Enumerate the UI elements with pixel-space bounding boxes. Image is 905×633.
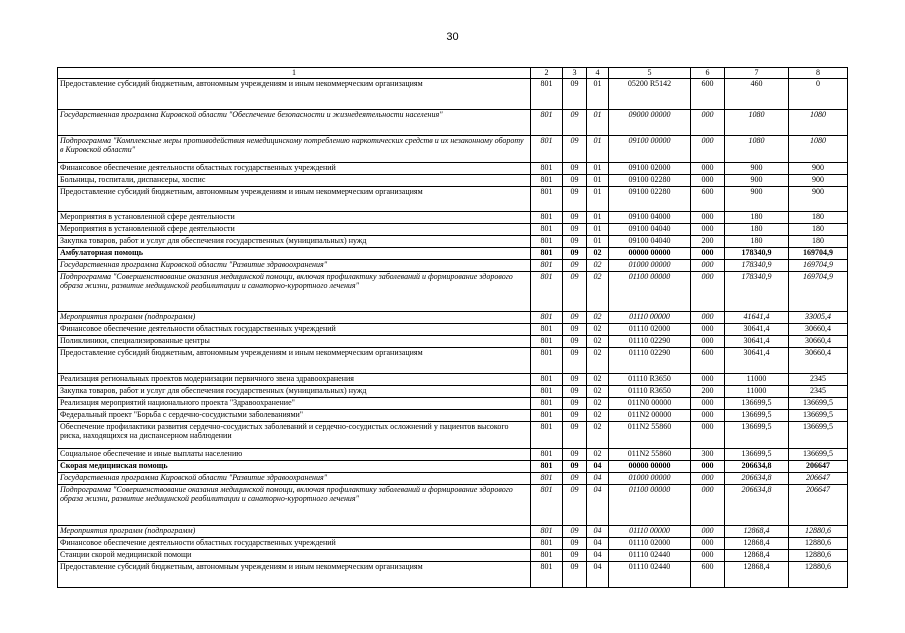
section-code-cell: 09	[563, 448, 587, 460]
subsection-code-cell: 02	[587, 335, 609, 347]
ministry-code-cell: 801	[531, 561, 563, 587]
expense-type-cell: 600	[691, 561, 725, 587]
expense-type-cell: 000	[691, 537, 725, 549]
table-row	[58, 549, 848, 561]
expense-type-cell: 000	[691, 323, 725, 335]
amount-year1-cell: 178340,9	[725, 271, 789, 311]
subsection-code-cell: 02	[587, 421, 609, 448]
ministry-code-cell: 801	[531, 323, 563, 335]
expense-type-cell: 200	[691, 385, 725, 397]
ministry-code-cell: 801	[531, 311, 563, 323]
row-name-cell: Федеральный проект "Борьба с сердечно-сосудистыми заболеваниями"	[58, 409, 531, 421]
target-item-cell: 01110 00000	[609, 311, 691, 323]
expense-type-cell: 000	[691, 311, 725, 323]
budget-table	[57, 67, 848, 588]
subsection-code-cell: 04	[587, 472, 609, 484]
ministry-code-cell: 801	[531, 223, 563, 235]
row-name-cell: Закупка товаров, работ и услуг для обеспечения государственных (муниципальных) нужд	[58, 385, 531, 397]
amount-year1-cell: 180	[725, 223, 789, 235]
amount-year2-cell: 12880,6	[789, 525, 848, 537]
table-row	[58, 235, 848, 247]
section-code-cell: 09	[563, 78, 587, 109]
subsection-code-cell: 01	[587, 235, 609, 247]
target-item-cell: 00000 00000	[609, 460, 691, 472]
amount-year2-cell: 30660,4	[789, 347, 848, 373]
subsection-code-cell: 02	[587, 409, 609, 421]
amount-year2-cell: 0	[789, 78, 848, 109]
section-code-cell: 09	[563, 186, 587, 211]
section-code-cell: 09	[563, 525, 587, 537]
amount-year2-cell: 180	[789, 223, 848, 235]
row-name-cell: Финансовое обеспечение деятельности областных государственных учреждений	[58, 162, 531, 174]
expense-type-cell: 000	[691, 484, 725, 525]
amount-year2-cell: 12880,6	[789, 561, 848, 587]
amount-year2-cell: 12880,6	[789, 549, 848, 561]
row-name-cell: Государственная программа Кировской области "Обеспечение безопасности и жизнедеятельности населения"	[58, 109, 531, 135]
amount-year1-cell: 900	[725, 162, 789, 174]
section-code-cell: 09	[563, 460, 587, 472]
amount-year2-cell: 12880,6	[789, 537, 848, 549]
table-row	[58, 135, 848, 162]
target-item-cell: 011N2 00000	[609, 409, 691, 421]
table-row	[58, 397, 848, 409]
table-row	[58, 335, 848, 347]
table-row	[58, 247, 848, 259]
section-code-cell: 09	[563, 162, 587, 174]
amount-year2-cell: 900	[789, 174, 848, 186]
section-code-cell: 09	[563, 472, 587, 484]
table-row	[58, 525, 848, 537]
section-code-cell: 09	[563, 323, 587, 335]
section-code-cell: 09	[563, 397, 587, 409]
expense-type-cell: 000	[691, 223, 725, 235]
amount-year2-cell: 33005,4	[789, 311, 848, 323]
section-code-cell: 09	[563, 373, 587, 385]
amount-year2-cell: 206647	[789, 484, 848, 525]
section-code-cell: 09	[563, 311, 587, 323]
ministry-code-cell: 801	[531, 78, 563, 109]
target-item-cell: 01110 02000	[609, 323, 691, 335]
section-code-cell: 09	[563, 211, 587, 223]
target-item-cell: 01110 02440	[609, 561, 691, 587]
target-item-cell: 011N2 55860	[609, 448, 691, 460]
row-name-cell: Скорая медицинская помощь	[58, 460, 531, 472]
expense-type-cell: 000	[691, 247, 725, 259]
amount-year1-cell: 1080	[725, 135, 789, 162]
amount-year1-cell: 206634,8	[725, 460, 789, 472]
subsection-code-cell: 02	[587, 271, 609, 311]
header-cell: 3	[563, 68, 587, 79]
amount-year1-cell: 180	[725, 235, 789, 247]
row-name-cell: Амбулаторная помощь	[58, 247, 531, 259]
expense-type-cell: 000	[691, 335, 725, 347]
ministry-code-cell: 801	[531, 397, 563, 409]
row-name-cell: Государственная программа Кировской области "Развитие здравоохранения"	[58, 472, 531, 484]
table-header-row	[58, 68, 848, 79]
table-row	[58, 385, 848, 397]
row-name-cell: Мероприятия программ (подпрограмм)	[58, 525, 531, 537]
target-item-cell: 01110 02440	[609, 549, 691, 561]
target-item-cell: 09100 02280	[609, 186, 691, 211]
amount-year1-cell: 12868,4	[725, 537, 789, 549]
row-name-cell: Предоставление субсидий бюджетным, автономным учреждениям и иным некоммерческим организациям	[58, 186, 531, 211]
amount-year1-cell: 180	[725, 211, 789, 223]
row-name-cell: Предоставление субсидий бюджетным, автономным учреждениям и иным некоммерческим организациям	[58, 561, 531, 587]
ministry-code-cell: 801	[531, 537, 563, 549]
amount-year1-cell: 900	[725, 174, 789, 186]
table-row	[58, 323, 848, 335]
subsection-code-cell: 01	[587, 174, 609, 186]
row-name-cell: Финансовое обеспечение деятельности областных государственных учреждений	[58, 537, 531, 549]
subsection-code-cell: 02	[587, 347, 609, 373]
expense-type-cell: 000	[691, 525, 725, 537]
table-row	[58, 373, 848, 385]
expense-type-cell: 000	[691, 271, 725, 311]
table-row	[58, 109, 848, 135]
subsection-code-cell: 04	[587, 460, 609, 472]
target-item-cell: 01110 02290	[609, 335, 691, 347]
header-cell: 5	[609, 68, 691, 79]
section-code-cell: 09	[563, 235, 587, 247]
expense-type-cell: 600	[691, 186, 725, 211]
header-cell: 4	[587, 68, 609, 79]
section-code-cell: 09	[563, 259, 587, 271]
expense-type-cell: 600	[691, 78, 725, 109]
subsection-code-cell: 01	[587, 135, 609, 162]
subsection-code-cell: 02	[587, 373, 609, 385]
subsection-code-cell: 02	[587, 311, 609, 323]
expense-type-cell: 000	[691, 397, 725, 409]
amount-year1-cell: 178340,9	[725, 259, 789, 271]
amount-year1-cell: 136699,5	[725, 409, 789, 421]
target-item-cell: 01100 00000	[609, 271, 691, 311]
table-row	[58, 211, 848, 223]
row-name-cell: Предоставление субсидий бюджетным, автономным учреждениям и иным некоммерческим организациям	[58, 78, 531, 109]
expense-type-cell: 000	[691, 162, 725, 174]
amount-year1-cell: 206634,8	[725, 472, 789, 484]
amount-year2-cell: 2345	[789, 373, 848, 385]
amount-year1-cell: 30641,4	[725, 335, 789, 347]
subsection-code-cell: 01	[587, 211, 609, 223]
row-name-cell: Подпрограмма "Комплексные меры противодействия немедицинскому потреблению наркотических средств и их незаконному обороту в Кировской области"	[58, 135, 531, 162]
amount-year2-cell: 206647	[789, 472, 848, 484]
header-cell: 8	[789, 68, 848, 79]
header-cell: 7	[725, 68, 789, 79]
target-item-cell: 01110 02290	[609, 347, 691, 373]
expense-type-cell: 000	[691, 409, 725, 421]
amount-year2-cell: 136699,5	[789, 409, 848, 421]
subsection-code-cell: 01	[587, 109, 609, 135]
ministry-code-cell: 801	[531, 186, 563, 211]
section-code-cell: 09	[563, 347, 587, 373]
amount-year1-cell: 11000	[725, 373, 789, 385]
expense-type-cell: 000	[691, 373, 725, 385]
table-row	[58, 174, 848, 186]
subsection-code-cell: 02	[587, 247, 609, 259]
expense-type-cell: 600	[691, 347, 725, 373]
ministry-code-cell: 801	[531, 460, 563, 472]
target-item-cell: 09100 02280	[609, 174, 691, 186]
section-code-cell: 09	[563, 271, 587, 311]
target-item-cell: 09100 04040	[609, 235, 691, 247]
row-name-cell: Реализация мероприятий национального проекта "Здравоохранение"	[58, 397, 531, 409]
row-name-cell: Социальное обеспечение и иные выплаты населению	[58, 448, 531, 460]
expense-type-cell: 300	[691, 448, 725, 460]
page-number: 30	[446, 31, 459, 43]
amount-year2-cell: 900	[789, 162, 848, 174]
section-code-cell: 09	[563, 135, 587, 162]
section-code-cell: 09	[563, 335, 587, 347]
ministry-code-cell: 801	[531, 109, 563, 135]
ministry-code-cell: 801	[531, 484, 563, 525]
target-item-cell: 05200 R5142	[609, 78, 691, 109]
target-item-cell: 01110 00000	[609, 525, 691, 537]
subsection-code-cell: 02	[587, 397, 609, 409]
subsection-code-cell: 04	[587, 561, 609, 587]
row-name-cell: Поликлиники, специализированные центры	[58, 335, 531, 347]
header-cell: 1	[58, 68, 531, 79]
subsection-code-cell: 02	[587, 385, 609, 397]
row-name-cell: Предоставление субсидий бюджетным, автономным учреждениям и иным некоммерческим организациям	[58, 347, 531, 373]
row-name-cell: Больницы, госпитали, диспансеры, хоспис	[58, 174, 531, 186]
expense-type-cell: 000	[691, 174, 725, 186]
ministry-code-cell: 801	[531, 385, 563, 397]
target-item-cell: 01110 02000	[609, 537, 691, 549]
row-name-cell: Мероприятия в установленной сфере деятельности	[58, 211, 531, 223]
table-row	[58, 311, 848, 323]
subsection-code-cell: 02	[587, 323, 609, 335]
ministry-code-cell: 801	[531, 448, 563, 460]
table-row	[58, 223, 848, 235]
subsection-code-cell: 02	[587, 259, 609, 271]
ministry-code-cell: 801	[531, 549, 563, 561]
target-item-cell: 00000 00000	[609, 247, 691, 259]
amount-year2-cell: 169704,9	[789, 247, 848, 259]
row-name-cell: Государственная программа Кировской области "Развитие здравоохранения"	[58, 259, 531, 271]
row-name-cell: Подпрограмма "Совершенствование оказания медицинской помощи, включая профилактику заболеваний и формирование здорового образа жизни, развитие медицинской реабилитации и санаторно-курортного лечения"	[58, 484, 531, 525]
amount-year1-cell: 41641,4	[725, 311, 789, 323]
amount-year2-cell: 30660,4	[789, 335, 848, 347]
target-item-cell: 011N2 55860	[609, 421, 691, 448]
row-name-cell: Финансовое обеспечение деятельности областных государственных учреждений	[58, 323, 531, 335]
amount-year2-cell: 169704,9	[789, 259, 848, 271]
amount-year2-cell: 30660,4	[789, 323, 848, 335]
section-code-cell: 09	[563, 537, 587, 549]
row-name-cell: Мероприятия в установленной сфере деятельности	[58, 223, 531, 235]
expense-type-cell: 000	[691, 460, 725, 472]
section-code-cell: 09	[563, 484, 587, 525]
amount-year1-cell: 30641,4	[725, 323, 789, 335]
amount-year2-cell: 1080	[789, 109, 848, 135]
ministry-code-cell: 801	[531, 409, 563, 421]
subsection-code-cell: 01	[587, 223, 609, 235]
row-name-cell: Обеспечение профилактики развития сердечно-сосудистых заболеваний и сердечно-сосудистых осложнений у пациентов высокого риска, находящихся на диспансерном наблюдении	[58, 421, 531, 448]
table-row	[58, 186, 848, 211]
table-row	[58, 460, 848, 472]
expense-type-cell: 000	[691, 109, 725, 135]
subsection-code-cell: 01	[587, 78, 609, 109]
ministry-code-cell: 801	[531, 271, 563, 311]
amount-year2-cell: 136699,5	[789, 448, 848, 460]
amount-year1-cell: 12868,4	[725, 549, 789, 561]
target-item-cell: 09100 00000	[609, 135, 691, 162]
expense-type-cell: 000	[691, 211, 725, 223]
row-name-cell: Подпрограмма "Совершенствование оказания медицинской помощи, включая профилактику заболеваний и формирование здорового образа жизни, развитие медицинской реабилитации и санаторно-курортного лечения"	[58, 271, 531, 311]
amount-year1-cell: 11000	[725, 385, 789, 397]
target-item-cell: 01110 R3650	[609, 385, 691, 397]
ministry-code-cell: 801	[531, 525, 563, 537]
amount-year1-cell: 136699,5	[725, 421, 789, 448]
subsection-code-cell: 04	[587, 525, 609, 537]
table-row	[58, 472, 848, 484]
row-name-cell: Реализация региональных проектов модернизации первичного звена здравоохранения	[58, 373, 531, 385]
amount-year1-cell: 136699,5	[725, 397, 789, 409]
table-row	[58, 448, 848, 460]
section-code-cell: 09	[563, 409, 587, 421]
section-code-cell: 09	[563, 549, 587, 561]
ministry-code-cell: 801	[531, 347, 563, 373]
table-row	[58, 162, 848, 174]
ministry-code-cell: 801	[531, 335, 563, 347]
amount-year1-cell: 178340,9	[725, 247, 789, 259]
amount-year1-cell: 12868,4	[725, 525, 789, 537]
target-item-cell: 01100 00000	[609, 484, 691, 525]
amount-year2-cell: 169704,9	[789, 271, 848, 311]
table-row	[58, 561, 848, 587]
row-name-cell: Станции скорой медицинской помощи	[58, 549, 531, 561]
expense-type-cell: 000	[691, 259, 725, 271]
amount-year2-cell: 180	[789, 211, 848, 223]
amount-year1-cell: 1080	[725, 109, 789, 135]
ministry-code-cell: 801	[531, 211, 563, 223]
row-name-cell: Закупка товаров, работ и услуг для обеспечения государственных (муниципальных) нужд	[58, 235, 531, 247]
target-item-cell: 09100 04040	[609, 223, 691, 235]
amount-year2-cell: 180	[789, 235, 848, 247]
subsection-code-cell: 04	[587, 549, 609, 561]
table-row	[58, 537, 848, 549]
ministry-code-cell: 801	[531, 174, 563, 186]
header-cell: 2	[531, 68, 563, 79]
ministry-code-cell: 801	[531, 373, 563, 385]
table-row	[58, 259, 848, 271]
amount-year2-cell: 1080	[789, 135, 848, 162]
target-item-cell: 01110 R3650	[609, 373, 691, 385]
subsection-code-cell: 02	[587, 448, 609, 460]
subsection-code-cell: 04	[587, 484, 609, 525]
section-code-cell: 09	[563, 174, 587, 186]
ministry-code-cell: 801	[531, 472, 563, 484]
table-row	[58, 409, 848, 421]
amount-year1-cell: 206634,8	[725, 484, 789, 525]
amount-year1-cell: 460	[725, 78, 789, 109]
expense-type-cell: 000	[691, 472, 725, 484]
table-row	[58, 78, 848, 109]
amount-year2-cell: 900	[789, 186, 848, 211]
ministry-code-cell: 801	[531, 259, 563, 271]
section-code-cell: 09	[563, 109, 587, 135]
section-code-cell: 09	[563, 223, 587, 235]
amount-year1-cell: 12868,4	[725, 561, 789, 587]
amount-year1-cell: 30641,4	[725, 347, 789, 373]
table-row	[58, 421, 848, 448]
section-code-cell: 09	[563, 247, 587, 259]
header-cell: 6	[691, 68, 725, 79]
expense-type-cell: 200	[691, 235, 725, 247]
section-code-cell: 09	[563, 385, 587, 397]
table-row	[58, 347, 848, 373]
expense-type-cell: 000	[691, 135, 725, 162]
ministry-code-cell: 801	[531, 162, 563, 174]
ministry-code-cell: 801	[531, 135, 563, 162]
row-name-cell: Мероприятия программ (подпрограмм)	[58, 311, 531, 323]
expense-type-cell: 000	[691, 549, 725, 561]
amount-year2-cell: 136699,5	[789, 397, 848, 409]
target-item-cell: 09000 00000	[609, 109, 691, 135]
subsection-code-cell: 01	[587, 162, 609, 174]
amount-year2-cell: 2345	[789, 385, 848, 397]
expense-type-cell: 000	[691, 421, 725, 448]
target-item-cell: 09100 02000	[609, 162, 691, 174]
ministry-code-cell: 801	[531, 421, 563, 448]
subsection-code-cell: 04	[587, 537, 609, 549]
section-code-cell: 09	[563, 561, 587, 587]
table-row	[58, 484, 848, 525]
budget-table-body	[58, 68, 848, 588]
section-code-cell: 09	[563, 421, 587, 448]
ministry-code-cell: 801	[531, 235, 563, 247]
amount-year2-cell: 136699,5	[789, 421, 848, 448]
amount-year1-cell: 136699,5	[725, 448, 789, 460]
amount-year2-cell: 206647	[789, 460, 848, 472]
amount-year1-cell: 900	[725, 186, 789, 211]
subsection-code-cell: 01	[587, 186, 609, 211]
target-item-cell: 01000 00000	[609, 472, 691, 484]
table-row	[58, 271, 848, 311]
target-item-cell: 01000 00000	[609, 259, 691, 271]
target-item-cell: 09100 04000	[609, 211, 691, 223]
target-item-cell: 011N0 00000	[609, 397, 691, 409]
ministry-code-cell: 801	[531, 247, 563, 259]
